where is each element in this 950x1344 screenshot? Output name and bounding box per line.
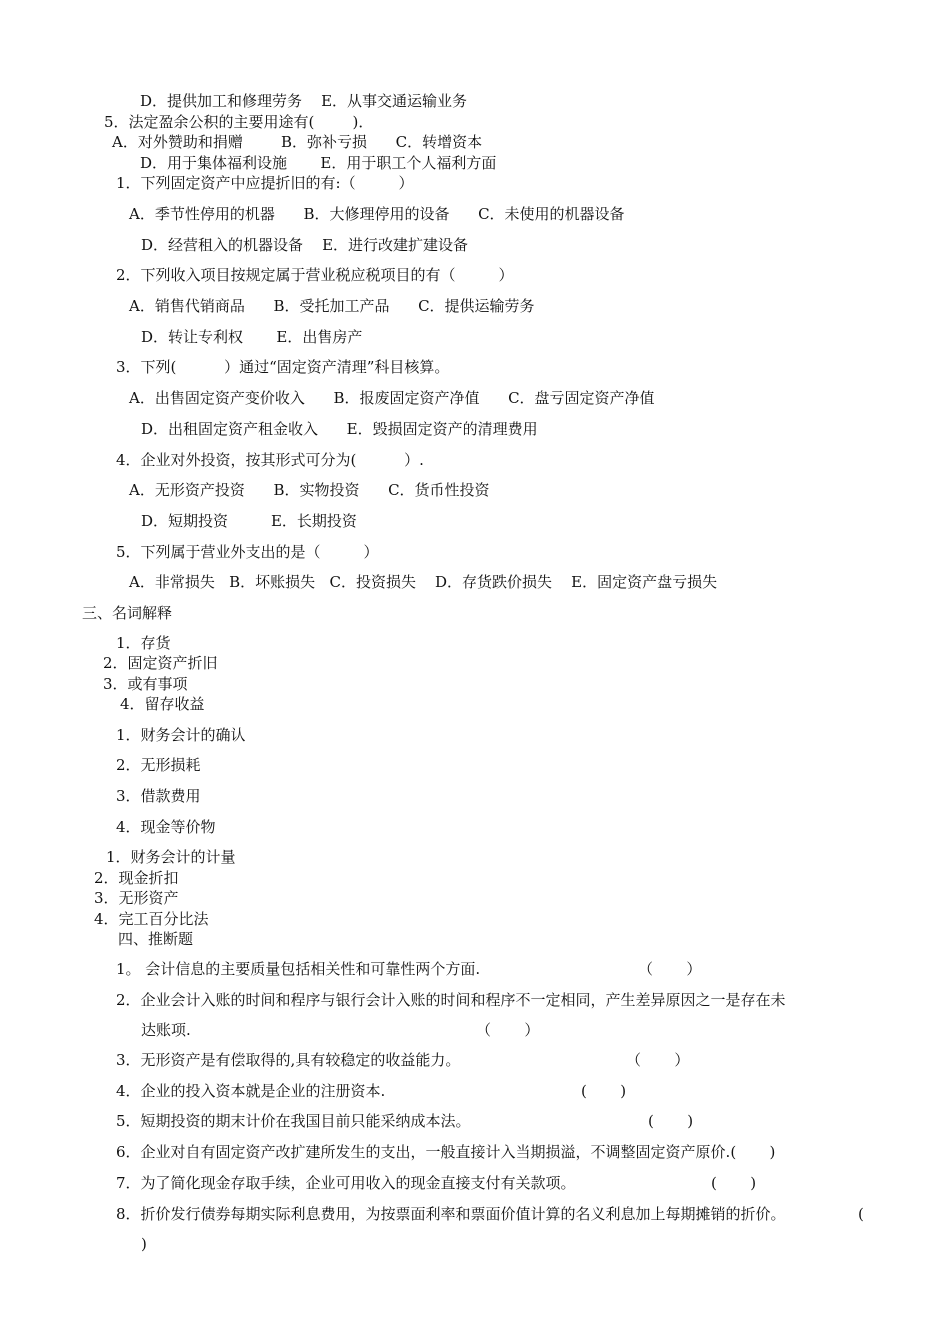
mc3-options-a-c: A．出售固定资产变价收入 B．报废固定资产净值 C．盘亏固定资产净值 [129,389,655,407]
mc2-options-d-e: D．转让专利权 E．出售房产 [141,328,363,346]
tf8-answer-close: ) [141,1235,147,1253]
tf2-statement-cont: 达账项. [141,1021,191,1039]
tf4-statement: 4．企业的投入资本就是企业的注册资本. [116,1082,386,1100]
term-item: 2．现金折扣 [94,869,179,887]
tf2-statement: 2．企业会计入账的时间和程序与银行会计入账的时间和程序不一定相同，产生差异原因之一是存在未 [116,991,786,1009]
tf5-answer-blank: ( ) [648,1112,694,1130]
mc2-options-a-c: A．销售代销商品 B．受托加工产品 C．提供运输劳务 [129,297,535,315]
mc1-options-d-e: D．经营租入的机器设备 E．进行改建扩建设备 [141,236,469,254]
mc2-stem: 2．下列收入项目按规定属于营业税应税项目的有（ ） [116,266,514,284]
tf1-answer-blank: （ ） [638,960,702,978]
term-item: 2．无形损耗 [116,756,201,774]
tf7-answer-blank: ( ) [711,1174,757,1192]
tf8-statement: 8．折价发行债券每期实际利息费用，为按票面利率和票面价值计算的名义利息加上每期摊销的折价。 [116,1205,786,1223]
mc5-options: A．非常损失 B．坏账损失 C．投资损失 D．存货跌价损失 E．固定资产盘亏损失 [129,573,718,591]
tf2-answer-blank: （ ） [476,1021,540,1039]
q5-options-d-e: D．用于集体福利设施 E．用于职工个人福利方面 [140,154,497,172]
term-item: 3．或有事项 [103,675,188,693]
q5-options-a-c: A．对外赞助和捐赠 B．弥补亏损 C．转增资本 [112,133,483,151]
mc4-options-a-c: A．无形资产投资 B．实物投资 C．货币性投资 [129,481,490,499]
mc4-options-d-e: D．短期投资 E．长期投资 [141,512,357,530]
term-item: 3．无形资产 [94,889,179,907]
term-item: 1．财务会计的确认 [116,726,246,744]
mc3-stem: 3．下列( ）通过“固定资产清理”科目核算。 [116,358,450,376]
term-item: 1．财务会计的计量 [106,848,236,866]
tf3-answer-blank: （ ） [626,1051,690,1069]
tf3-statement: 3．无形资产是有偿取得的,具有较稳定的收益能力。 [116,1051,461,1069]
section-heading-terms: 三、名词解释 [82,604,173,622]
term-item: 3．借款费用 [116,787,201,805]
term-item: 4．现金等价物 [116,818,216,836]
tf4-answer-blank: ( ) [581,1082,627,1100]
term-item: 4．留存收益 [120,695,205,713]
tf7-statement: 7．为了简化现金存取手续，企业可用收入的现金直接支付有关款项。 [116,1174,576,1192]
tf1-statement: 1。 会计信息的主要质量包括相关性和可靠性两个方面. [116,960,481,978]
mc3-options-d-e: D．出租固定资产租金收入 E．毁损固定资产的清理费用 [141,420,538,438]
term-item: 1．存货 [116,634,171,652]
section-heading-judgement: 四、推断题 [118,930,194,948]
q5-stem: 5．法定盈余公积的主要用途有( )． [104,113,374,131]
q4-options-d-e: D．提供加工和修理劳务 E．从事交通运输业务 [140,92,468,110]
mc1-stem: 1．下列固定资产中应提折旧的有:（ ） [116,174,414,192]
tf5-statement: 5．短期投资的期末计价在我国目前只能采纳成本法。 [116,1112,471,1130]
mc4-stem: 4．企业对外投资，按其形式可分为( ）. [116,451,424,469]
term-item: 2．固定资产折旧 [103,654,218,672]
mc1-options-a-c: A．季节性停用的机器 B．大修理停用的设备 C．未使用的机器设备 [129,205,625,223]
mc5-stem: 5．下列属于营业外支出的是（ ） [116,543,379,561]
tf8-answer-open: ( [858,1205,864,1223]
term-item: 4．完工百分比法 [94,910,209,928]
tf6-statement: 6．企业对自有固定资产改扩建所发生的支出，一般直接计入当期损溢，不调整固定资产原价.( ) [116,1143,776,1161]
